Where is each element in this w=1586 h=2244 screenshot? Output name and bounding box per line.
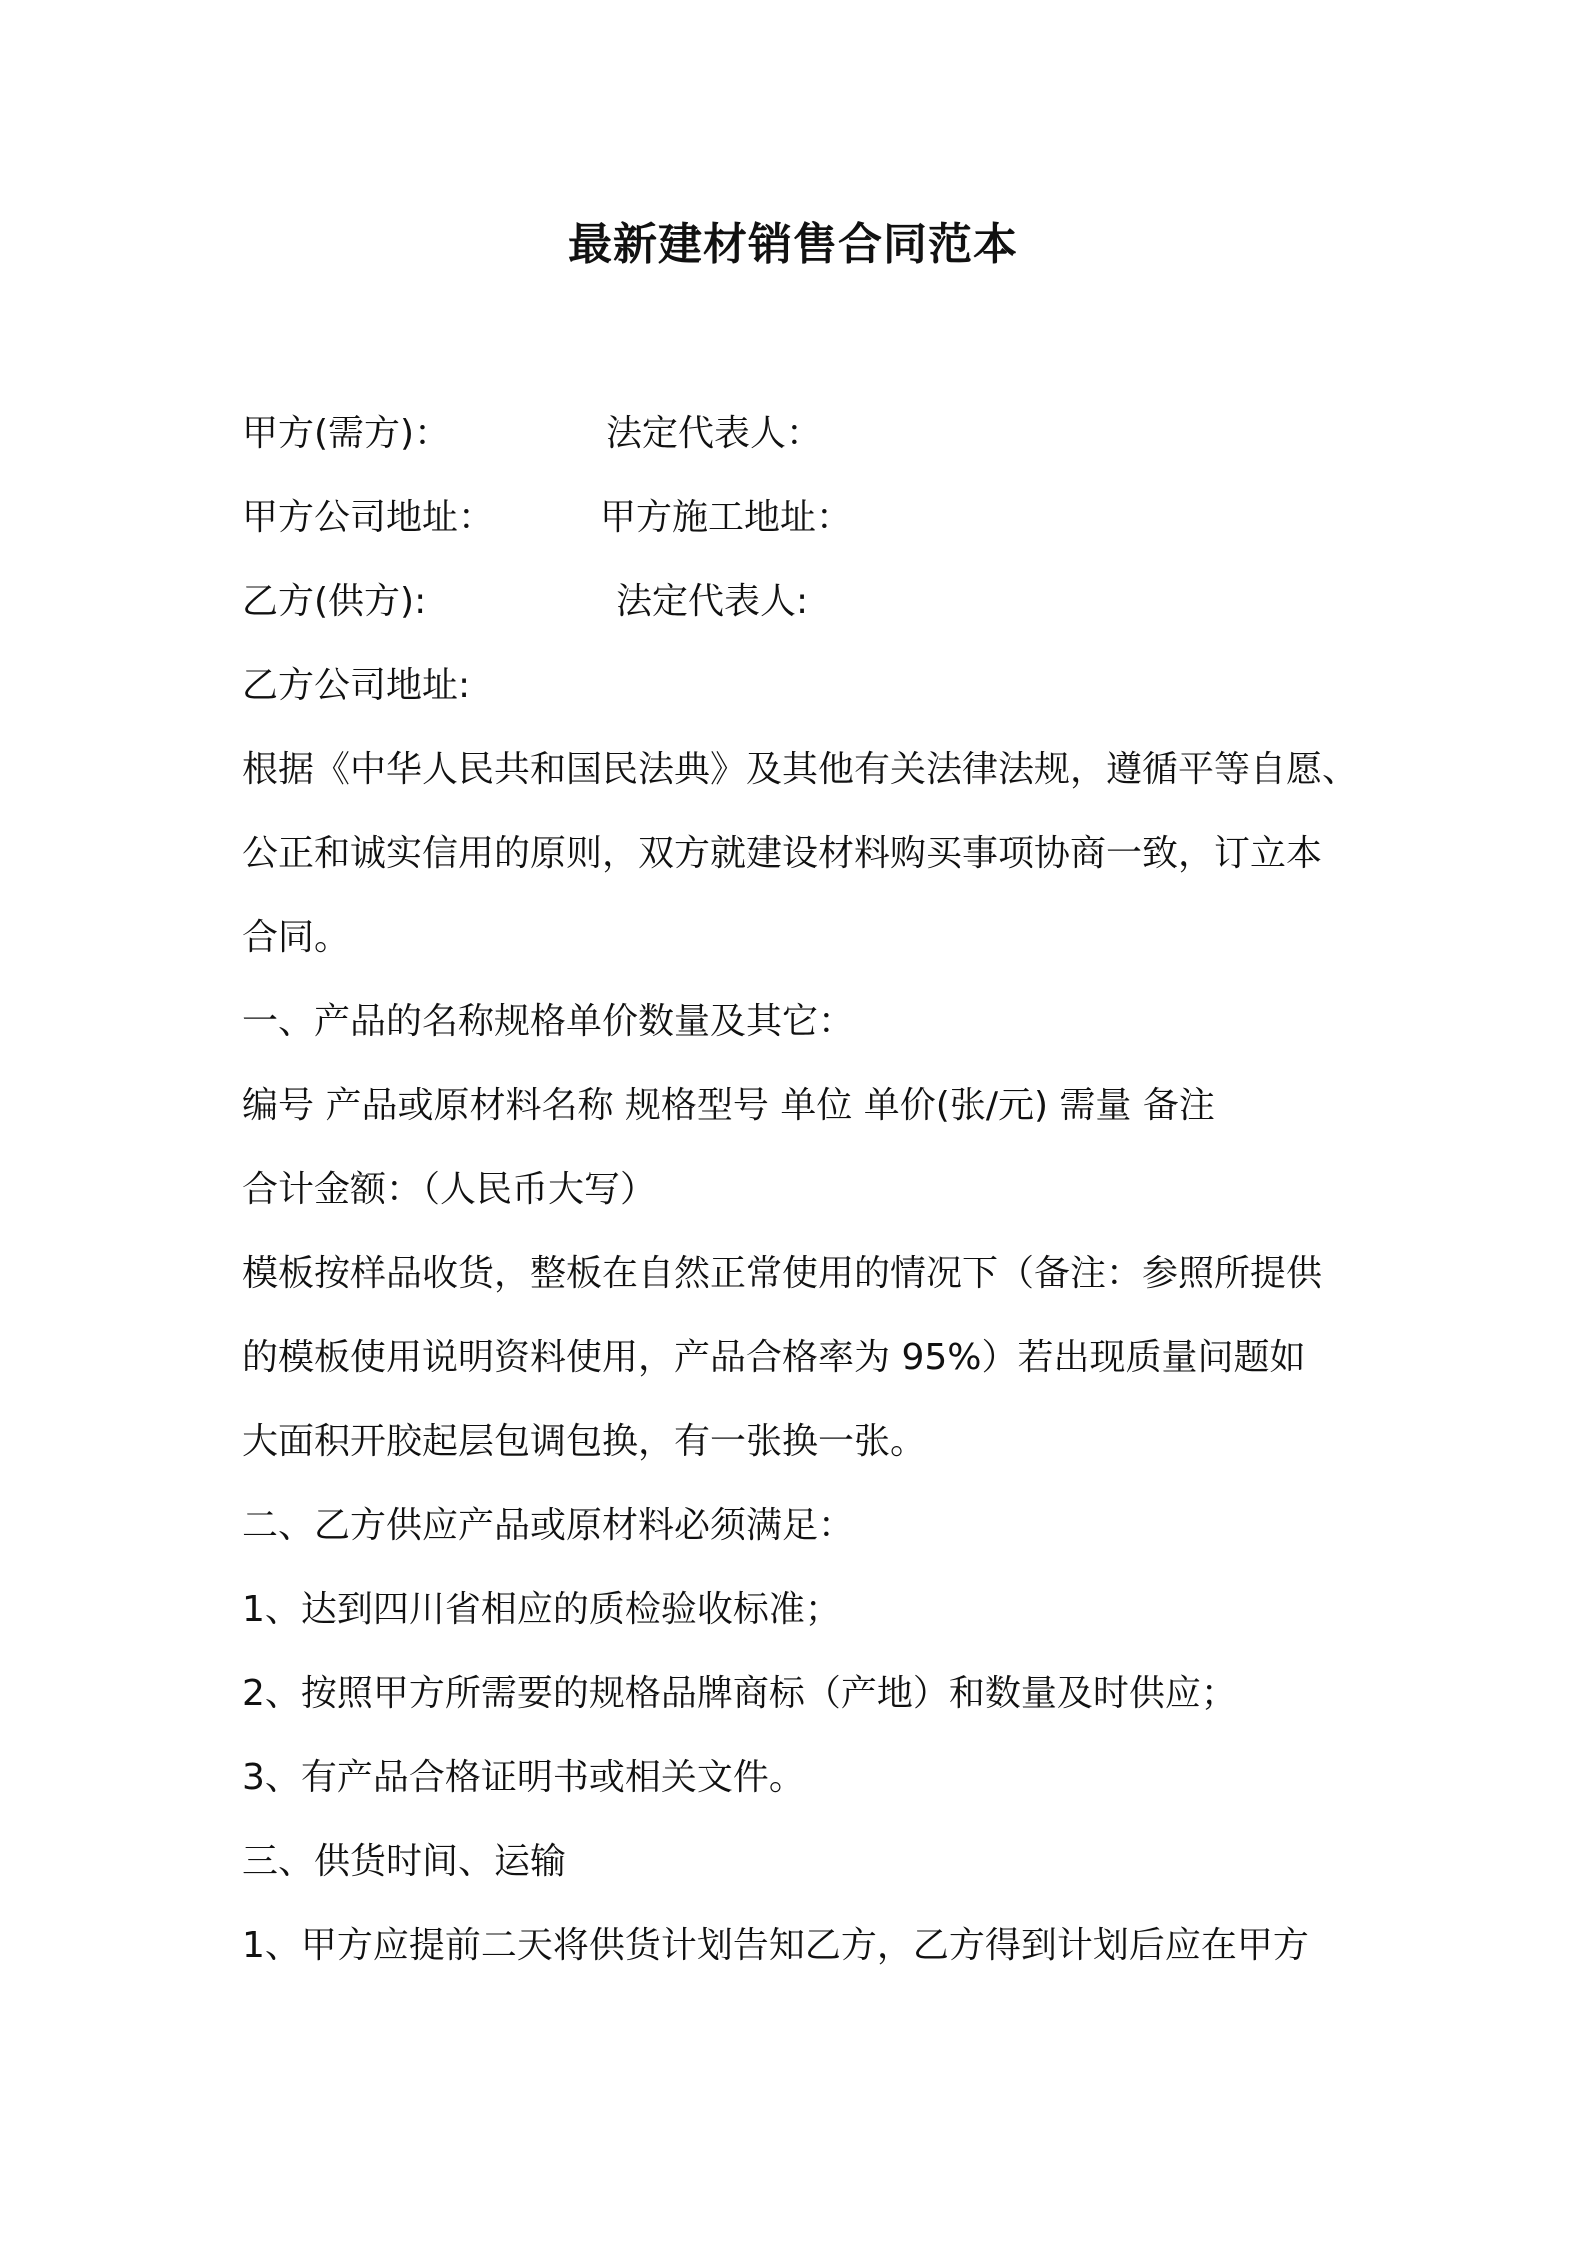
party-b-rep-label: 法定代表人: — [616, 581, 809, 622]
section1-note-line-2: 的模板使用说明资料使用，产品合格率为 95%）若出现质量问题如 — [242, 1337, 1306, 1378]
section2-item-1: 1、达到四川省相应的质检验收标准； — [242, 1589, 841, 1630]
section3-item-1: 1、甲方应提前二天将供货计划告知乙方，乙方得到计划后应在甲方 — [242, 1925, 1309, 1966]
party-a-row — [242, 410, 1442, 458]
section1-total: 合计金额：（人民币大写） — [242, 1169, 657, 1210]
preamble-line-3: 合同。 — [242, 917, 351, 958]
section3-heading: 三、供货时间、运输 — [242, 1841, 567, 1882]
party-a-address-row — [242, 494, 1442, 542]
section2-item-2: 2、按照甲方所需要的规格品牌商标（产地）和数量及时供应； — [242, 1673, 1237, 1714]
party-b-label: 乙方(供方): — [242, 581, 427, 622]
section1-table-header: 编号 产品或原材料名称 规格型号 单位 单价(张/元) 需量 备注 — [242, 1085, 1215, 1126]
party-a-address-label: 甲方公司地址： — [242, 497, 495, 538]
section1-note-line-1: 模板按样品收货，整板在自然正常使用的情况下（备注：参照所提供 — [242, 1253, 1323, 1294]
party-a-rep-label: 法定代表人： — [606, 413, 823, 454]
section1-heading: 一、产品的名称规格单价数量及其它： — [242, 1001, 855, 1042]
party-b-row — [242, 578, 1442, 626]
preamble-line-2: 公正和诚实信用的原则，双方就建设材料购买事项协商一致，订立本 — [242, 833, 1323, 874]
preamble-line-1: 根据《中华人民共和国民法典》及其他有关法律法规，遵循平等自愿、 — [242, 749, 1359, 790]
party-a-site-label: 甲方施工地址： — [600, 497, 853, 538]
document-title: 最新建材销售合同范本 — [568, 219, 1018, 270]
section2-item-3: 3、有产品合格证明书或相关文件。 — [242, 1757, 805, 1798]
party-b-address-label: 乙方公司地址: — [242, 665, 471, 706]
section2-heading: 二、乙方供应产品或原材料必须满足： — [242, 1505, 855, 1546]
section1-note-line-3: 大面积开胶起层包调包换，有一张换一张。 — [242, 1421, 927, 1462]
party-a-label: 甲方(需方)： — [242, 413, 451, 454]
